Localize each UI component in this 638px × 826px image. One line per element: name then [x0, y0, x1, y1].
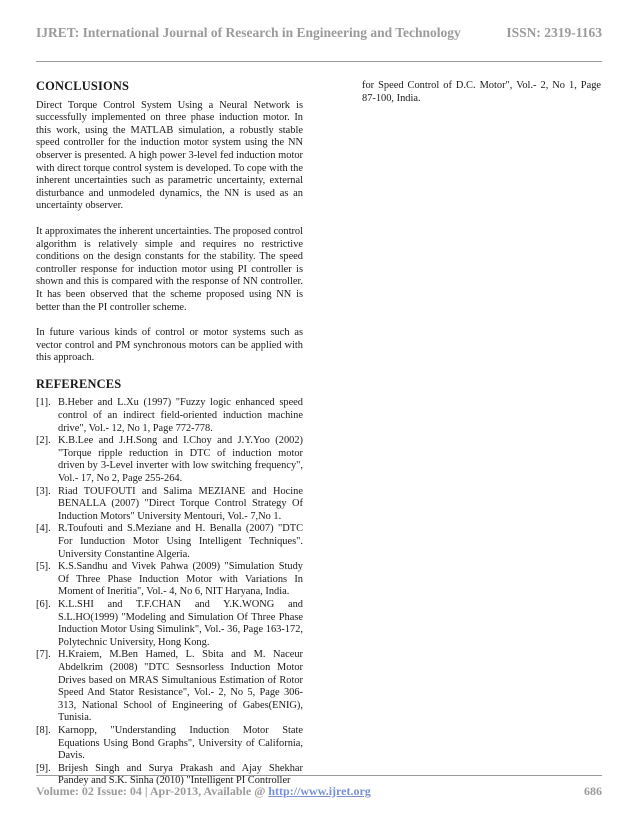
- page-footer: [36, 780, 602, 802]
- left-column: [36, 80, 303, 788]
- reference-item: [36, 486, 303, 524]
- reference-number: [7].: [36, 649, 51, 661]
- reference-text: H.Kraiem, M.Ben Hamed, L. Sbita and M. Naceur Abdelkrim (2008) "DTC Sesnsorless Induction Motor Drives based on MRAS Simultanious Estimation of Rotor Speed And Stator Resistance", Vol.- 2, No 5, Page 306-313, National School of Engineering of Gabes(ENIG), Tunisia.: [58, 649, 303, 724]
- page-header: [36, 10, 602, 56]
- conclusions-paragraph: It approximates the inherent uncertainties. The proposed control algorithm is relatively simple and requires no restrictive conditions on the design constants for the stability. The speed controller response for induction motor using PI controller is shown and this is compared with the response of NN controller. It has been observed that the scheme proposed using NN is better than the PI controller scheme.: [36, 225, 303, 313]
- conclusions-paragraph: Direct Torque Control System Using a Neural Network is successfully implemented on three phase induction motor. In this work, using the MATLAB simulation, a robustly stable speed controller for the induction motor system using the NN observer is presented. A high power 3-level fed induction motor with direct torque control system is developed. To cope with the inherent uncertainties such as parametric uncertainty, external disturbance and unmodeled dynamics, the NN is used as an uncertainty observer.: [36, 99, 303, 212]
- reference-text: Riad TOUFOUTI and Salima MEZIANE and Hocine BENALLA (2007) "Direct Torque Control Strategy Of Induction Motors" University Mentouri, Vol.- 7,No 1.: [58, 485, 303, 522]
- page-number: 686: [584, 783, 602, 798]
- reference-item: [36, 397, 303, 435]
- reference-text: K.L.SHI and T.F.CHAN and Y.K.WONG and S.L.HO(1999) "Modeling and Simulation Of Three Phase Induction Motor Using Simulink", Vol.- 36, Page 163-172, Polytechnic University, Hong Kong.: [58, 598, 303, 648]
- reference-number: [2].: [36, 435, 51, 447]
- reference-number: [5].: [36, 561, 51, 573]
- reference-text: K.B.Lee and J.H.Song and I.Choy and J.Y.Yoo (2002) "Torque ripple reduction in DTC of induction motor driven by 3-Level inverter with low switching frequency", Vol.- 17, No 2, Page 255-264.: [58, 435, 303, 485]
- reference-item: [36, 649, 303, 725]
- reference-item: [36, 725, 303, 763]
- references-heading: REFERENCES: [36, 376, 122, 391]
- footer-divider: [36, 775, 602, 776]
- reference-number: [4].: [36, 523, 51, 535]
- reference-item: [36, 561, 303, 599]
- reference-continuation: for Speed Control of D.C. Motor", Vol.- 2, No 1, Page 87-100, India.: [362, 80, 601, 104]
- reference-text: K.S.Sandhu and Vivek Pahwa (2009) "Simulation Study Of Three Phase Induction Motor with Variations In Moment of Ineritia", Vol.- 4, No 6, NIT Haryana, India.: [58, 561, 303, 598]
- reference-number: [9].: [36, 762, 51, 774]
- right-column: [358, 80, 601, 105]
- reference-number: [6].: [36, 598, 51, 610]
- footer-volume-info: [36, 784, 371, 799]
- reference-text: Karnopp, "Understanding Induction Motor State Equations Using Bond Graphs", University of California, Davis.: [58, 724, 303, 762]
- conclusions-heading: CONCLUSIONS: [36, 79, 130, 93]
- journal-link[interactable]: http://www.ijret.org: [268, 783, 371, 798]
- reference-item: [36, 523, 303, 561]
- reference-list: [36, 397, 303, 787]
- reference-item: [36, 435, 303, 485]
- issn-label: ISSN: 2319-1163: [506, 25, 602, 40]
- header-divider: [36, 61, 602, 62]
- reference-number: [1].: [36, 397, 51, 409]
- reference-item: [36, 599, 303, 649]
- reference-number: [8].: [36, 724, 51, 736]
- conclusions-paragraph: In future various kinds of control or motor systems such as vector control and PM synchronous motors can be applied with this approach.: [36, 327, 303, 364]
- journal-title: IJRET: International Journal of Research in Engineering and Technology: [36, 25, 461, 40]
- reference-text: Brijesh Singh and Surya Prakash and Ajay Shekhar Pandey and S.K. Sinha (2010) "Intelligent PI Controller: [58, 762, 303, 787]
- volume-text: Volume: 02 Issue: 04 | Apr-2013, Available @: [36, 783, 269, 798]
- reference-text: B.Heber and L.Xu (1997) "Fuzzy logic enhanced speed control of an indirect field-oriented induction machine drive", Vol.- 12, No 1, Page 772-778.: [58, 397, 303, 434]
- reference-text: R.Toufouti and S.Meziane and H. Benalla (2007) "DTC For Iunduction Motor Using Intelligent Techniques". University Constantine Algeria.: [58, 523, 303, 560]
- reference-number: [3].: [36, 485, 51, 497]
